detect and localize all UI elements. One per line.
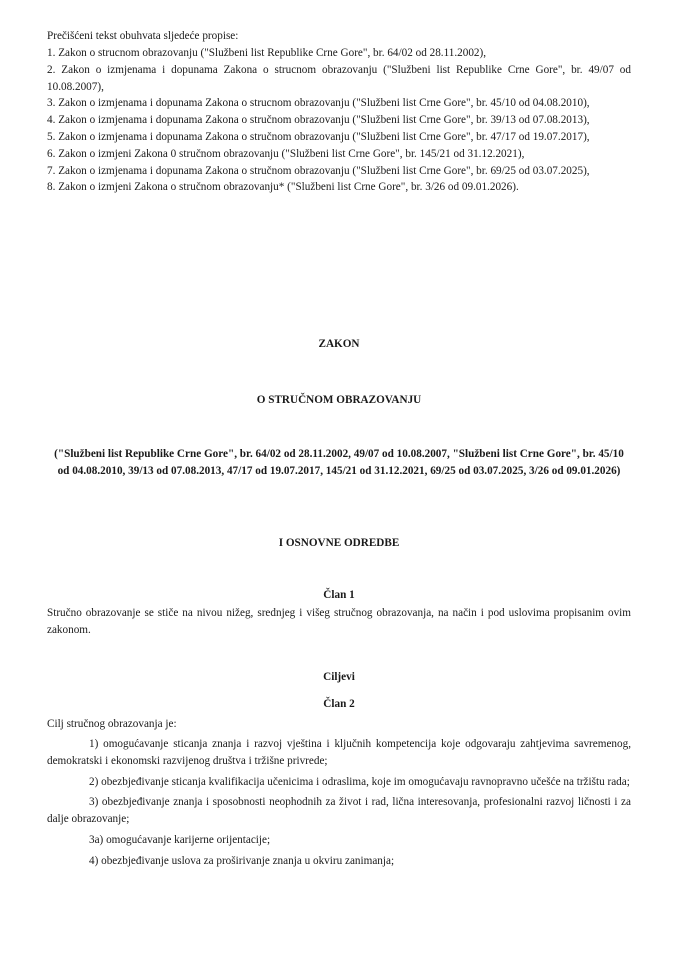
article-2-items — [47, 736, 631, 870]
article-2-item: 4) obezbjeđivanje uslova za proširivanje znanja u okviru zanimanja; — [89, 854, 395, 867]
regulation-item: 5. Zakon o izmjenama i dopunama Zakona o stručnom obrazovanju ("Službeni list Crne Gore", br. 47/17 od 19.07.2017), — [47, 130, 590, 143]
article-2-heading: Član 2 — [323, 698, 355, 710]
intro-text: Prečišćeni tekst obuhvata sljedeće propise: — [47, 30, 239, 42]
regulation-item: 2. Zakon o izmjenama i dopunama Zakona o strucnom obrazovanju ("Službeni list Republike Crne Gore", br. 49/07 od 10.08.2007), — [47, 63, 631, 93]
regulation-item: 4. Zakon o izmjenama i dopunama Zakona o stručnom obrazovanju ("Službeni list Crne Gore", br. 39/13 od 07.08.2013), — [47, 114, 590, 127]
article-2-item: 2) obezbjeđivanje sticanja kvalifikacija učenicima i odraslima, koje im omogućavaju ravnopravno učešće na tržištu rada; — [89, 775, 630, 788]
article-2-item: 3) obezbjeđivanje znanja i sposobnosti neophodnih za život i rad, lična interesovanja, profesionalni razvoj ličnosti i za dalje obrazovanje; — [47, 796, 631, 826]
regulation-item: 8. Zakon o izmjeni Zakona o stručnom obrazovanju* ("Službeni list Crne Gore", br. 3/26 od 09.01.2026). — [47, 181, 519, 194]
regulations-list — [47, 45, 631, 196]
article-2-item: 3a) omogućavanje karijerne orijentacije; — [89, 833, 271, 846]
goals-heading: Ciljevi — [323, 671, 355, 683]
law-subtitle: O STRUČNOM OBRAZOVANJU — [256, 394, 422, 406]
article-1-heading: Član 1 — [323, 589, 355, 601]
regulation-item: 7. Zakon o izmjenama i dopunama Zakona o stručnom obrazovanju ("Službeni list Crne Gore", br. 69/25 od 03.07.2025), — [47, 164, 590, 177]
article-1-text: Stručno obrazovanje se stiče na nivou nižeg, srednjeg i višeg stručnog obrazovanja, na način i pod uslovima propisanim ovim zakonom. — [47, 607, 631, 636]
article-2-item: 1) omogućavanje sticanja znanja i razvoj vještina i ključnih kompetencija koje odgovaraju zahtjevima savremenog, demokratski i ekonomski razvijenog društva i tržišne privrede; — [47, 738, 631, 767]
chapter-heading: I OSNOVNE ODREDBE — [278, 537, 400, 549]
gazette-reference: ("Službeni list Republike Crne Gore", br. 64/02 od 28.11.2002, 49/07 od 10.08.2007, "Službeni list Crne Gore", br. 45/10 od 04.08.2010, 39/13 od 07.08.2013, 47/17 od 19.07.2017, 145/21 od 31.12.2021, 69/25 od 03.07.2025, 3/26 od 09.01.2026) — [54, 448, 624, 478]
regulation-item: 6. Zakon o izmjeni Zakona 0 stručnom obrazovanju ("Službeni list Crne Gore", br. 145/21 od 31.12.2021), — [47, 147, 525, 160]
regulation-item: 3. Zakon o izmjenama i dopunama Zakona o strucnom obrazovanju ("Službeni list Crne Gore", br. 45/10 od 04.08.2010), — [47, 97, 590, 110]
article-2-lead: Cilj stručnog obrazovanja je: — [47, 718, 177, 730]
regulation-item: 1. Zakon o strucnom obrazovanju ("Službeni list Republike Crne Gore", br. 64/02 od 28.11.2002), — [47, 47, 487, 59]
law-title: ZAKON — [318, 338, 360, 350]
